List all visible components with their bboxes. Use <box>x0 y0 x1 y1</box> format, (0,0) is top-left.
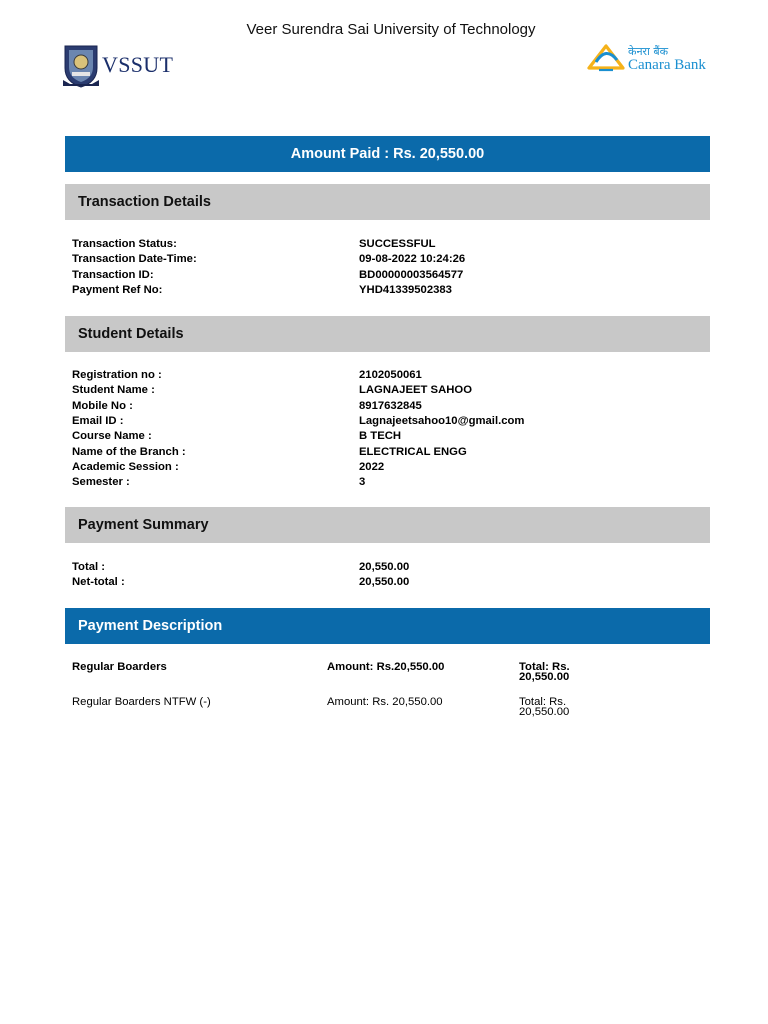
detail-value: 8917632845 <box>359 399 422 412</box>
detail-label: Name of the Branch : <box>72 445 186 458</box>
detail-label: Student Name : <box>72 384 155 397</box>
detail-label: Email ID : <box>72 414 124 427</box>
detail-value: SUCCESSFUL <box>359 238 436 250</box>
fee-head-total: Total: Rs. 20,550.00 <box>519 696 570 718</box>
detail-value: 20,550.00 <box>359 561 410 573</box>
fee-head-name: Regular Boarders NTFW (-) <box>72 696 211 708</box>
detail-label: Course Name : <box>72 430 152 443</box>
detail-value: 09-08-2022 10:24:26 <box>359 253 466 266</box>
detail-value: B TECH <box>359 430 402 443</box>
canara-bank-logo <box>587 42 706 76</box>
canara-bank-emblem-icon <box>587 42 625 76</box>
detail-label: Registration no : <box>72 369 162 381</box>
detail-label: Total : <box>72 561 106 573</box>
detail-value: YHD41339502383 <box>359 283 452 296</box>
detail-value: Lagnajeetsahoo10@gmail.com <box>359 414 525 427</box>
detail-label: Mobile No : <box>72 399 133 412</box>
detail-value: ELECTRICAL ENGG <box>359 445 467 458</box>
amount-paid-banner: Amount Paid : Rs. 20,550.00 <box>65 136 710 172</box>
fee-head-total: Total: Rs. 20,550.00 <box>519 661 570 683</box>
canara-bank-hindi-name: केनरा बैंक <box>628 44 669 58</box>
canara-bank-name: Canara Bank <box>628 56 706 73</box>
detail-label: Transaction Status: <box>72 238 177 250</box>
vssut-logo-text: VSSUT <box>102 52 174 77</box>
detail-label: Academic Session : <box>72 460 179 473</box>
payment-description-heading: Payment Description <box>65 608 710 644</box>
detail-label: Transaction ID: <box>72 268 154 281</box>
detail-label: Semester : <box>72 476 130 489</box>
detail-value: 2102050061 <box>359 369 422 381</box>
fee-head-amount: Amount: Rs. 20,550.00 <box>327 696 443 708</box>
detail-value: BD00000003564577 <box>359 268 464 281</box>
detail-label: Transaction Date-Time: <box>72 253 197 266</box>
fee-head-name: Regular Boarders <box>72 661 167 673</box>
detail-label: Payment Ref No: <box>72 283 163 296</box>
student-details-heading: Student Details <box>65 316 710 352</box>
detail-value: 2022 <box>359 460 385 473</box>
detail-value: 3 <box>359 476 366 489</box>
vssut-logo <box>62 42 173 88</box>
payment-summary-heading: Payment Summary <box>65 507 710 543</box>
fee-head-amount: Amount: Rs.20,550.00 <box>327 661 445 673</box>
detail-label: Net-total : <box>72 576 125 589</box>
university-emblem-icon <box>62 42 100 88</box>
detail-value: LAGNAJEET SAHOO <box>359 384 472 397</box>
detail-value: 20,550.00 <box>359 576 410 589</box>
transaction-details-heading: Transaction Details <box>65 184 710 220</box>
university-title: Veer Surendra Sai University of Technology <box>246 21 536 38</box>
